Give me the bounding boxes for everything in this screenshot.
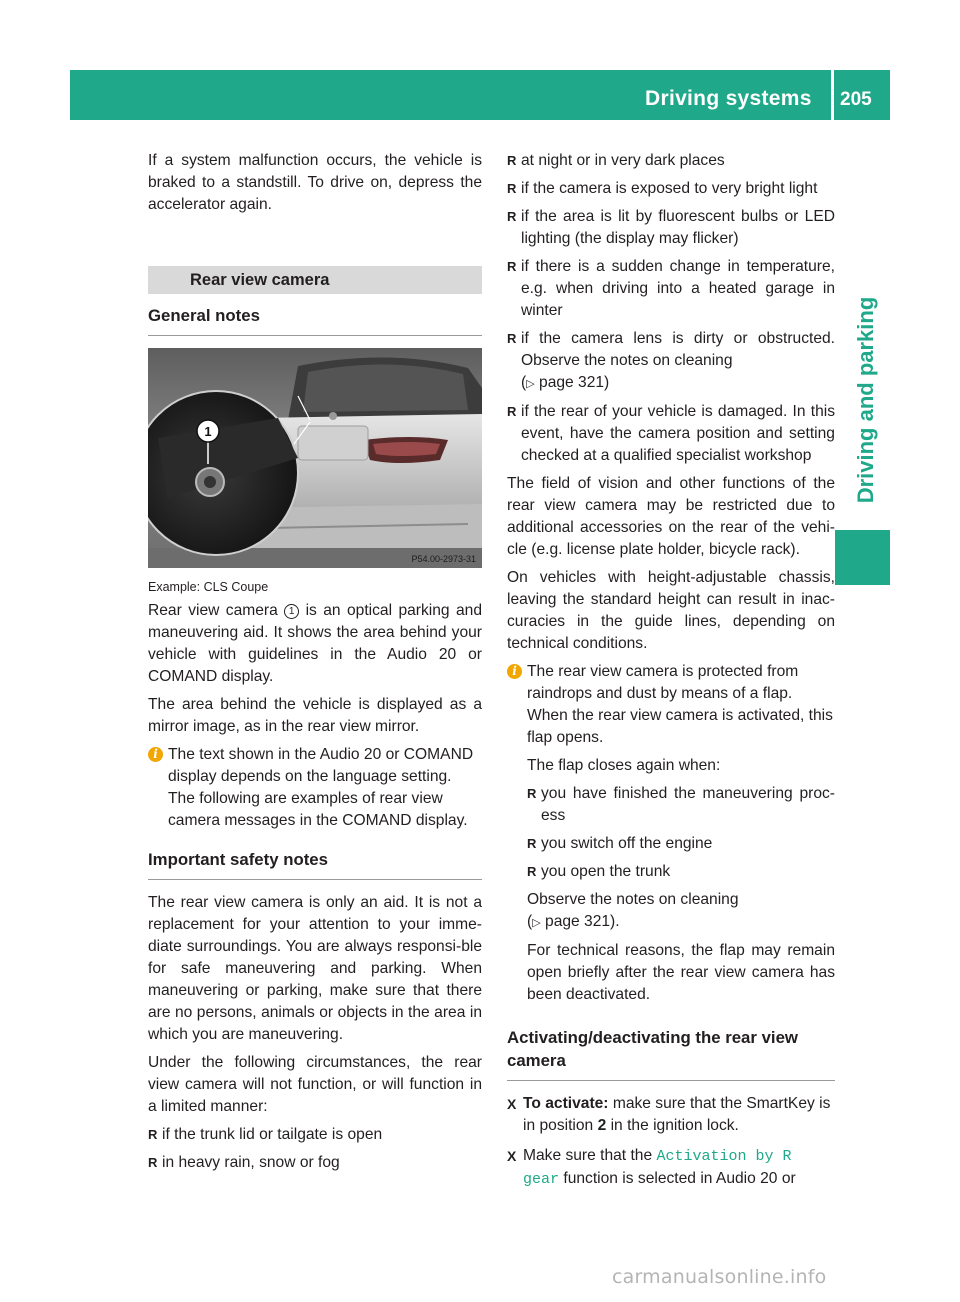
right-column [507, 150, 835, 1199]
page-number: 205 [840, 89, 872, 110]
list-item: R if the rear of your vehicle is damaged. In this event, have the camera position and setting checked at a qualified specialist workshop [507, 401, 835, 467]
car-rear-illustration [148, 348, 482, 568]
info-note: i The text shown in the Audio 20 or COMAND display depends on the language setting. The following are examples of rear view camera messages in the COMAND display. [148, 744, 482, 832]
list-item: R you open the trunk [527, 861, 835, 883]
side-tab-marker [835, 530, 890, 585]
page-reference[interactable]: page 321). [545, 913, 620, 930]
mirror-image-paragraph: The area behind the vehicle is displayed as a mirror image, as in the rear view mirror. [148, 696, 482, 735]
height-adjustable-paragraph: On vehicles with height-adjustable chassis, leaving the standard height can result in inac-curacies in the guide lines, depending on technical conditions. [507, 569, 835, 652]
list-item: R you switch off the engine [527, 833, 835, 855]
list-item: R in heavy rain, snow or fog [148, 1152, 482, 1174]
page-ref-arrow-icon: ▷ [526, 378, 535, 390]
safety-paragraph: The rear view camera is only an aid. It is not a replacement for your attention to your imme-diate surroundings. You are always responsi-ble for safe maneuvering and parking. When maneuvering or parking, make sure that there are no persons, animals or objects in the area in which you are maneuvering. [148, 894, 482, 1043]
circumstances-paragraph: Under the following circumstances, the rear view camera will not function, or will function in a limited manner: [148, 1054, 482, 1115]
camera-figure [148, 348, 482, 568]
intro-paragraph: If a system malfunction occurs, the vehicle is braked to a standstill. To drive on, depress the accelerator again. [148, 152, 482, 213]
list-item: R you have finished the maneuvering proc-ess [527, 783, 835, 827]
instruction-step: X Make sure that the Activation by R gear function is selected in Audio 20 or [507, 1145, 835, 1191]
info-icon: i [507, 664, 522, 679]
figure-caption: Example: CLS Coupe [148, 580, 269, 594]
callout-number: 1 [204, 424, 212, 439]
watermark: carmanualsonline.info [612, 1266, 827, 1288]
list-item: R if there is a sudden change in temperature, e.g. when driving into a heated garage in winter [507, 256, 835, 322]
left-column [148, 150, 482, 1180]
list-item: R if the camera lens is dirty or obstructed. Observe the notes on cleaning (▷ page 321) [507, 328, 835, 395]
activating-heading: Activating/deactivating the rear view camera [507, 1026, 835, 1081]
list-item: R at night or in very dark places [507, 150, 835, 172]
menu-function-name: Activation by R gear [523, 1148, 792, 1188]
instruction-step: X To activate: make sure that the SmartKey is in position 2 in the ignition lock. [507, 1093, 835, 1137]
field-of-vision-paragraph: The field of vision and other functions of the rear view camera may be restricted due to additional accessories on the rear of the vehi-cle (e.g. license plate holder, bicycle rack). [507, 475, 835, 558]
section-heading: Rear view camera [148, 266, 482, 294]
page-ref-arrow-icon: ▷ [532, 917, 541, 929]
side-tab-label: Driving and parking [853, 296, 878, 504]
list-item: R if the area is lit by fluorescent bulbs or LED lighting (the display may flicker) [507, 206, 835, 250]
safety-notes-heading: Important safety notes [148, 848, 482, 880]
general-notes-heading: General notes [148, 304, 482, 336]
list-item: R if the camera is exposed to very bright light [507, 178, 835, 200]
info-note: i The rear view camera is protected from raindrops and dust by means of a flap. When the rear view camera is activated, this flap opens. The flap closes again when: R you have finished the maneuvering proc-ess R you switch off the engine R you open the trunk Observe the notes on cleaning (▷ page 321). For technical reasons, the flap may remain open briefly after the rear view camera has been deactivated. [507, 661, 835, 1006]
figure-code: P54.00-2973-31 [411, 554, 476, 564]
header-divider [831, 70, 834, 120]
info-icon: i [148, 747, 163, 762]
section-title: Driving systems [645, 87, 812, 110]
page-reference[interactable]: page 321) [539, 374, 610, 391]
camera-description: Rear view camera 1 is an optical parking and maneuvering aid. It shows the area behind your vehicle with guidelines in the Audio 20 or COMAND display. [148, 602, 483, 685]
list-item: R if the trunk lid or tailgate is open [148, 1124, 482, 1146]
callout-reference: 1 [284, 604, 299, 619]
